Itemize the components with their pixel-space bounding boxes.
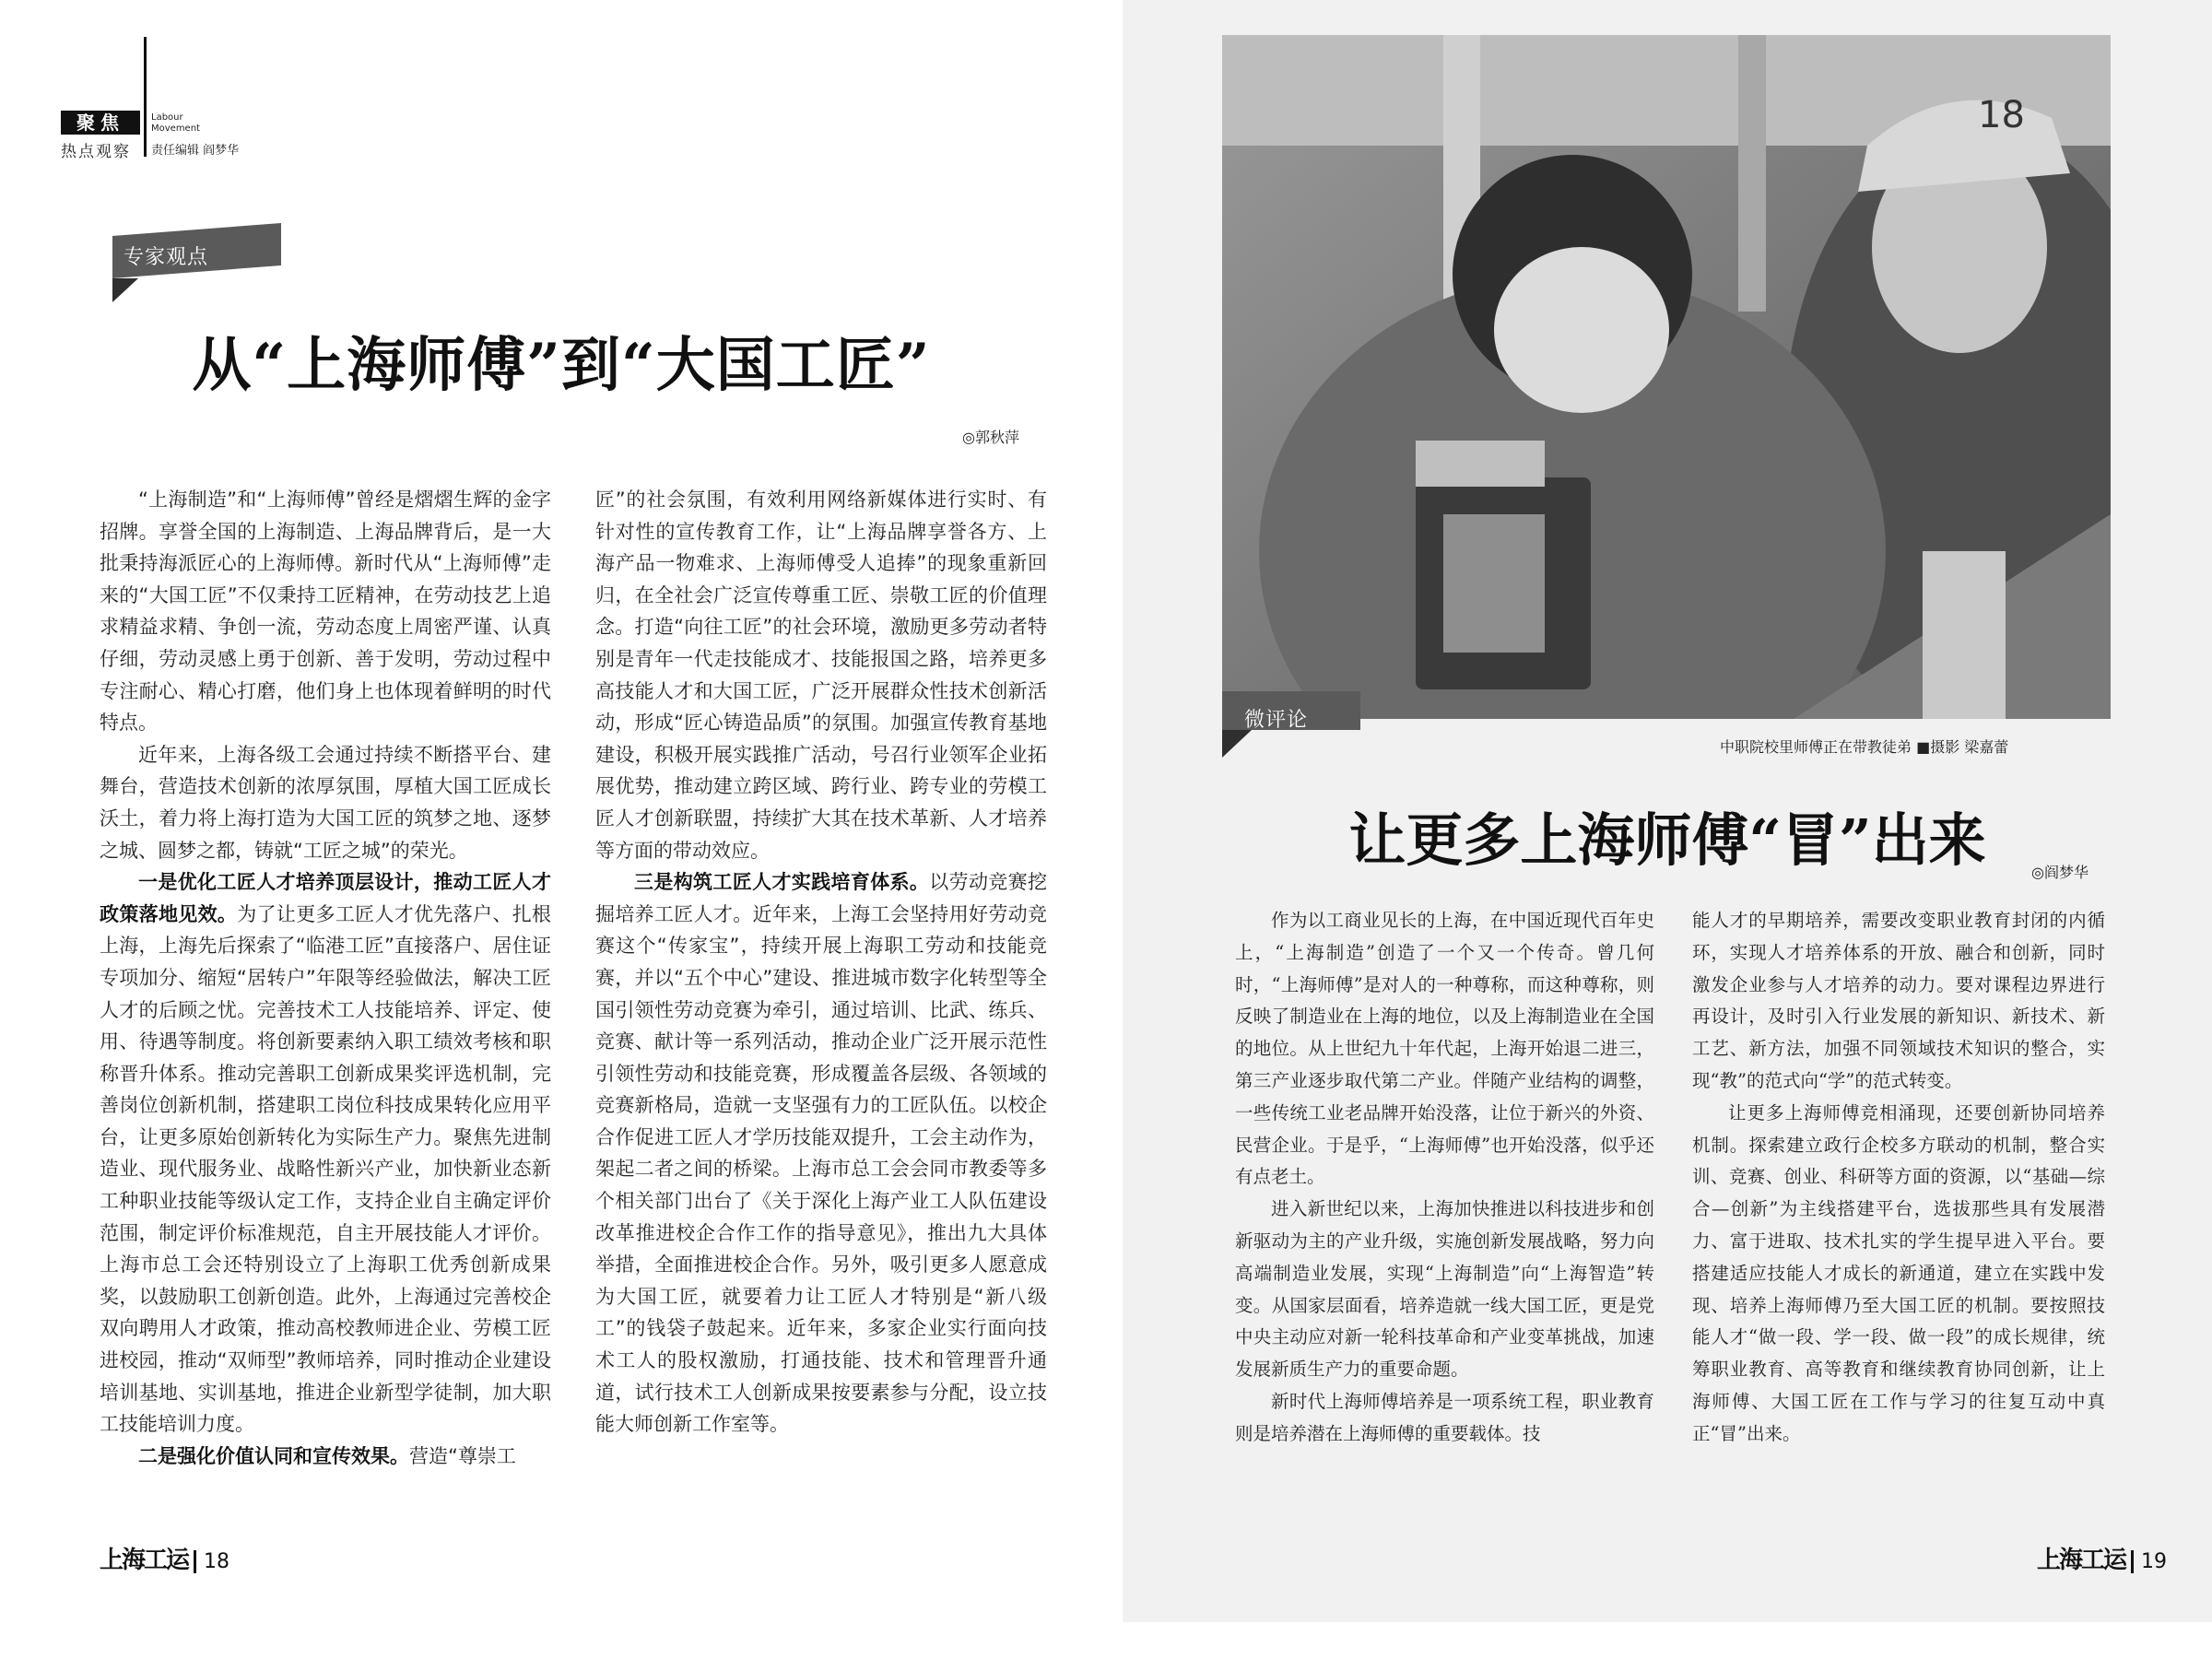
right-column-2 — [1692, 905, 2105, 1451]
paragraph-text: 新时代上海师傅培养是一项系统工程，职业教育则是培养潜在上海师傅的重要载体。技 — [1235, 1390, 1654, 1444]
subsection-label: 热点观察 — [61, 143, 131, 161]
photo-caption: 中职院校里师傅正在带教徒弟 ■摄影 梁嘉蕾 — [1720, 738, 2009, 756]
section-english: Labour Movement — [151, 112, 200, 134]
paragraph — [1692, 1098, 2105, 1451]
paragraph-lead: 三是构筑工匠人才实践培育体系。 — [634, 871, 930, 894]
expert-view-tag: 专家观点 — [124, 246, 209, 269]
svg-text:18: 18 — [1978, 94, 2025, 136]
editor-credit: 责任编辑 阎梦华 — [151, 144, 240, 158]
paragraph-text: 营造“尊崇工 — [409, 1444, 516, 1467]
micro-comment-tag: 微评论 — [1244, 709, 1309, 732]
paragraph — [595, 866, 1047, 1441]
section-label: 聚焦 — [61, 111, 140, 135]
left-page-number: 18 — [194, 1550, 229, 1573]
workshop-photo — [1222, 35, 2111, 719]
paragraph-lead: 二是强化价值认同和宣传效果。 — [138, 1444, 409, 1467]
paragraph-text: 能人才的早期培养，需要改变职业教育封闭的内循环，实现人才培养体系的开放、融合和创新，同时激发企业参与人才培养的动力。要对课程边界进行再设计，及时引入行业发展的新知识、新技术、新工艺、新方法，加强不同领域技术知识的整合，实现“教”的范式向“学”的范式转变。 — [1692, 910, 2105, 1091]
paragraph-text: “上海制造”和“上海师傅”曾经是熠熠生辉的金字招牌。享誉全国的上海制造、上海品牌背后，是一大批秉持海派匠心的上海师傅。新时代从“上海师傅”走来的“大国工匠”不仅秉持工匠精神，在劳动技艺上追求精益求精、争创一流，劳动态度上周密严谨、认真仔细，劳动灵感上勇于创新、善于发明，劳动过程中专注耐心、精心打磨，他们身上也体现着鲜明的时代特点。 — [100, 488, 551, 735]
paragraph — [1692, 905, 2105, 1098]
paragraph — [1235, 905, 1654, 1194]
paragraph-text: 进入新世纪以来，上海加快推进以科技进步和创新驱动为主的产业升级，实施创新发展战略，努力向高端制造业发展，实现“上海制造”向“上海智造”转变。从国家层面看，培养造就一线大国工匠，更是党中央主动应对新一轮科技革命和产业变革挑战，加速发展新质生产力的重要命题。 — [1235, 1198, 1654, 1381]
paragraph — [1235, 1386, 1654, 1451]
header-divider — [144, 37, 147, 157]
left-article-title: 从“上海师傅”到“大国工匠” — [192, 331, 931, 400]
paragraph-lead: 一是优化工匠人才培养顶层设计，推动工匠人才政策落地见效。 — [100, 871, 551, 925]
paragraph — [100, 1441, 551, 1473]
paragraph-text: 匠”的社会氛围，有效利用网络新媒体进行实时、有针对性的宣传教育工作，让“上海品牌享誉各方、上海产品一物难求、上海师傅受人追捧”的现象重新回归，在全社会广泛宣传尊重工匠、崇敬工匠的价值理念。打造“向往工匠”的社会环境，激励更多劳动者特别是青年一代走技能成才、技能报国之路，培养更多高技能人才和大国工匠，广泛开展群众性技术创新活动，形成“匠心铸造品质”的氛围。加强宣传教育基地建设，积极开展实践推广活动，号召行业领军企业拓展优势，推动建立跨区域、跨行业、跨专业的劳模工匠人才创新联盟，持续扩大其在技术革新、人才培养等方面的带动效应。 — [595, 488, 1047, 862]
paragraph-text: 以劳动竞赛挖掘培养工匠人才。近年来，上海工会坚持用好劳动竞赛这个“传家宝”，持续开展上海职工劳动和技能竞赛，并以“五个中心”建设、推进城市数字化转型等全国引领性劳动竞赛为牵引，通过培训、比武、练兵、竞赛、献计等一系列活动，推动企业广泛开展示范性引领性劳动和技能竞赛，形成覆盖各层级、各领域的竞赛新格局，造就一支坚强有力的工匠队伍。以校企合作促进工匠人才学历技能双提升，工会主动作为，架起二者之间的桥梁。上海市总工会会同市教委等多个相关部门出台了《关于深化上海产业工人队伍建设改革推进校企合作工作的指导意见》，推出九大具体举措，全面推进校企合作。另外，吸引更多人愿意成为大国工匠，就要着力让工匠人才特别是“新八级工”的钱袋子鼓起来。近年来，多家企业实行面向技术工人的股权激励，打通技能、技术和管理晋升通道，试行技术工人创新成果按要素参与分配，设立技能大师创新工作室等。 — [595, 871, 1047, 1436]
paragraph-text: 作为以工商业见长的上海，在中国近现代百年史上，“上海制造”创造了一个又一个传奇。曾几何时，“上海师傅”是对人的一种尊称，而这种尊称，则反映了制造业在上海的地位，以及上海制造业在全国的地位。从上世纪九十年代起，上海开始退二进三，第三产业逐步取代第二产业。伴随产业结构的调整，一些传统工业老品牌开始没落，让位于新兴的外资、民营企业。于是乎，“上海师傅”也开始没落，似乎还有点老土。 — [1235, 910, 1654, 1188]
left-column-1 — [100, 484, 551, 1472]
paragraph-text: 近年来，上海各级工会通过持续不断搭平台、建舞台，营造技术创新的浓厚氛围，厚植大国工匠成长沃土，着力将上海打造为大国工匠的筑梦之地、逐梦之城、圆梦之都，铸就“工匠之城”的荣光。 — [100, 743, 551, 862]
right-article-title: 让更多上海师傅“冒”出来 — [1348, 806, 1986, 874]
magazine-logo: 上海工运 — [100, 1547, 189, 1574]
paragraph — [595, 484, 1047, 866]
paragraph — [1235, 1194, 1654, 1386]
left-column-2 — [595, 484, 1047, 1441]
left-author: ◎郭秋萍 — [962, 429, 1019, 446]
right-page-number: 19 — [2131, 1550, 2167, 1573]
right-column-1 — [1235, 905, 1654, 1451]
paragraph — [100, 866, 551, 1441]
magazine-logo-right: 上海工运 — [2037, 1547, 2126, 1574]
right-footer — [2037, 1541, 2167, 1575]
photo-illustration — [1222, 35, 2111, 719]
right-author: ◎阎梦华 — [2031, 864, 2088, 881]
paragraph — [100, 739, 551, 866]
paragraph — [100, 484, 551, 739]
left-footer — [100, 1541, 229, 1575]
paragraph-text: 为了让更多工匠人才优先落户、扎根上海，上海先后探索了“临港工匠”直接落户、居住证专项加分、缩短“居转户”年限等经验做法，解决工匠人才的后顾之忧。完善技术工人技能培养、评定、使用、待遇等制度。将创新要素纳入职工绩效考核和职称晋升体系。推动完善职工创新成果奖评选机制，完善岗位创新机制，搭建职工岗位科技成果转化应用平台，让更多原始创新转化为实际生产力。聚焦先进制造业、现代服务业、战略性新兴产业，加快新业态新工种职业技能等级认定工作，支持企业自主确定评价范围，制定评价标准规范，自主开展技能人才评价。上海市总工会还特别设立了上海职工优秀创新成果奖，以鼓励职工创新创造。此外，上海通过完善校企双向聘用人才政策，推动高校教师进企业、劳模工匠进校园，推动“双师型”教师培养，同时推动企业建设培训基地、实训基地，推进企业新型学徒制，加大职工技能培训力度。 — [100, 902, 552, 1436]
paragraph-text: 让更多上海师傅竞相涌现，还要创新协同培养机制。探索建立政行企校多方联动的机制，整合实训、竞赛、创业、科研等方面的资源，以“基础—综合—创新”为主线搭建平台，选拔那些具有发展潜力、富于进取、技术扎实的学生提早进入平台。要搭建适应技能人才成长的新通道，建立在实践中发现、培养上海师傅乃至大国工匠的机制。要按照技能人才“做一段、学一段、做一段”的成长规律，统筹职业教育、高等教育和继续教育协同创新，让上海师傅、大国工匠在工作与学习的往复互动中真正“冒”出来。 — [1692, 1101, 2105, 1444]
